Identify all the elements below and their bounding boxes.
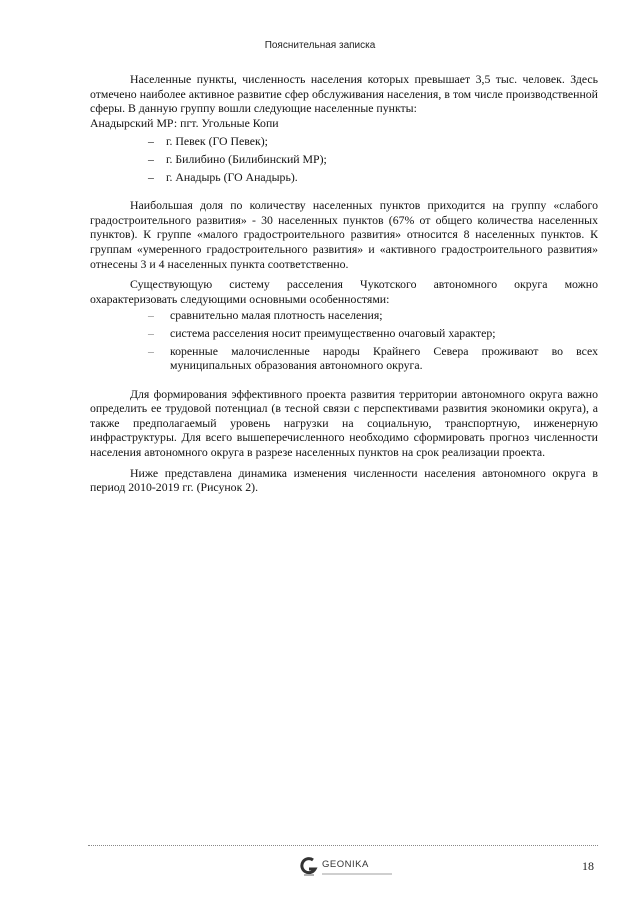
logo-text: GEONIKA	[322, 859, 369, 870]
district-line: Анадырский МР: пгт. Угольные Копи	[90, 115, 279, 130]
geonika-logo-icon	[300, 855, 318, 879]
list-item: – г. Анадырь (ГО Анадырь).	[148, 170, 598, 185]
list-item: – сравнительно малая плотность населения;	[148, 308, 598, 323]
page-number: 18	[582, 859, 594, 873]
paragraph-groups-share: Наибольшая доля по количеству населенных пунктов приходится на группу «слабого градостроительного развития» - 30 населенных пунктов (67% от общего количества населенных пунктов). К группе «малого градостроительного развития» относится 8 населенных пунктов. К группам «умеренного градостроительного развития» и «активного градостроительного развития» отнесены 3 и 4 населенных пункта соответственно.	[90, 198, 598, 271]
paragraph-settlement-system: Существующую систему расселения Чукотского автономного округа можно охарактеризовать следующими основными особенностями:	[90, 277, 598, 306]
document-body	[90, 72, 598, 495]
list-item: – г. Билибино (Билибинский МР);	[148, 152, 598, 167]
paragraph-large-settlements: Населенные пункты, численность населения которых превышает 3,5 тыс. человек. Здесь отмечено наиболее активное развитие сфер обслуживания населения, в том числе производственной сферы. В данную группу вошли следующие населенные пункты:	[90, 72, 598, 116]
list-item: – система расселения носит преимущественно очаговый характер;	[148, 326, 598, 341]
logo-tagline-decoration	[322, 873, 392, 875]
features-list	[148, 308, 598, 372]
list-item: – г. Певек (ГО Певек);	[148, 134, 598, 149]
settlement-list	[148, 134, 598, 184]
list-item: – коренные малочисленные народы Крайнего Севера проживают во всех муниципальных образования автономного округа.	[148, 344, 598, 373]
page-header: Пояснительная записка	[264, 40, 376, 51]
paragraph-dynamics: Ниже представлена динамика изменения численности населения автономного округа в период 2010-2019 гг. (Рисунок 2).	[90, 465, 598, 495]
footer-divider	[88, 845, 598, 846]
geonika-logo	[300, 855, 420, 883]
paragraph-forecast: Для формирования эффективного проекта развития территории автономного округа важно определить ее трудовой потенциал (в тесной связи с перспективами развития экономики округа), а также предполагаемый уровень нагрузки на социальную, транспортную, инженерную инфраструктуры. Для всего вышеперечисленного необходимо сформировать прогноз численности населения автономного округа в разрезе населенных пунктов на срок реализации проекта.	[90, 386, 598, 460]
